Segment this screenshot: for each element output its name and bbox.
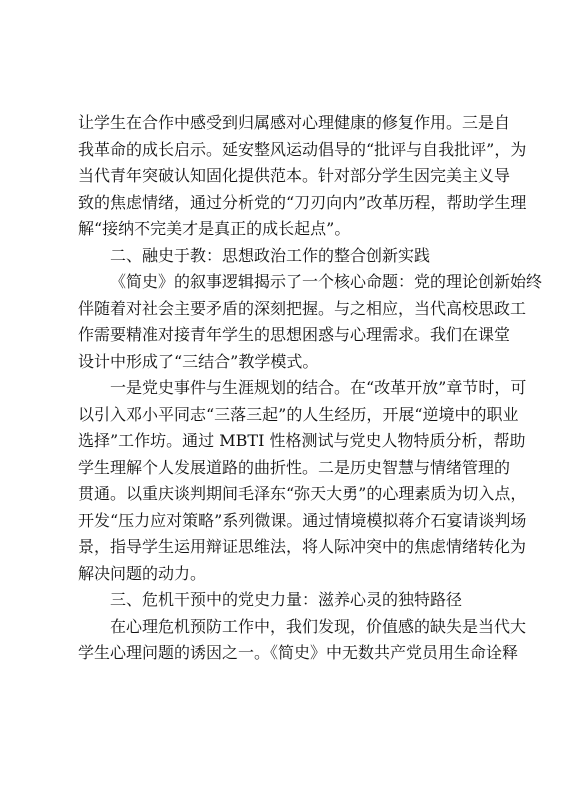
paragraph-line: 解决问题的动力。	[78, 563, 207, 583]
paragraph-line: 一是党史事件与生涯规划的结合。在“改革开放”章节时，可	[110, 378, 527, 397]
paragraph-line: 在心理危机预防工作中，我们发现，价值感的缺失是当代大	[110, 616, 527, 636]
paragraph-line: 解“接纳不完美才是真正的成长起点”。	[78, 219, 351, 238]
paragraph-line: 学生理解个人发展道路的曲折性。二是历史智慧与情绪管理的	[78, 457, 511, 477]
paragraph-line: 学生心理问题的诱因之一。《简史》中无数共产党员用生命诠释	[78, 643, 519, 662]
paragraph-line: 当代青年突破认知固化提供范本。针对部分学生因完美主义导	[78, 166, 511, 185]
paragraph-line: 以引入邓小平同志“三落三起”的人生经历，开展“逆境中的职业	[78, 404, 519, 424]
paragraph-line: 我革命的成长启示。延安整风运动倡导的“批评与自我批评”，为	[78, 139, 527, 159]
paragraph-line: 开发“压力应对策略”系列微课。通过情境模拟蒋介石宴请谈判场	[78, 510, 527, 530]
paragraph-line: 贯通。以重庆谈判期间毛泽东“弥天大勇”的心理素质为切入点，	[78, 484, 527, 503]
paragraph-line: 《简史》的叙事逻辑揭示了一个核心命题：党的理论创新始终	[110, 272, 543, 291]
document-body	[78, 110, 543, 667]
paragraph-line: 设计中形成了“三结合”教学模式。	[78, 351, 319, 371]
paragraph-line: 景，指导学生运用辩证思维法，将人际冲突中的焦虑情绪转化为	[78, 537, 527, 556]
paragraph-line: 选择”工作坊。通过 MBTI 性格测试与党史人物特质分析，帮助	[78, 431, 526, 450]
paragraph-line: 让学生在合作中感受到归属感对心理健康的修复作用。三是自	[78, 113, 511, 132]
paragraph-line: 伴随着对社会主要矛盾的深刻把握。与之相应，当代高校思政工	[78, 298, 527, 318]
paragraph-line: 致的焦虑情绪，通过分析党的“刀刃向内”改革历程，帮助学生理	[78, 192, 527, 212]
section-heading: 三、危机干预中的党史力量：滋养心灵的独特路径	[110, 590, 463, 609]
section-heading: 二、融史于教：思想政治工作的整合创新实践	[110, 245, 431, 265]
paragraph-line: 作需要精准对接青年学生的思想困惑与心理需求。我们在课堂	[78, 325, 511, 344]
